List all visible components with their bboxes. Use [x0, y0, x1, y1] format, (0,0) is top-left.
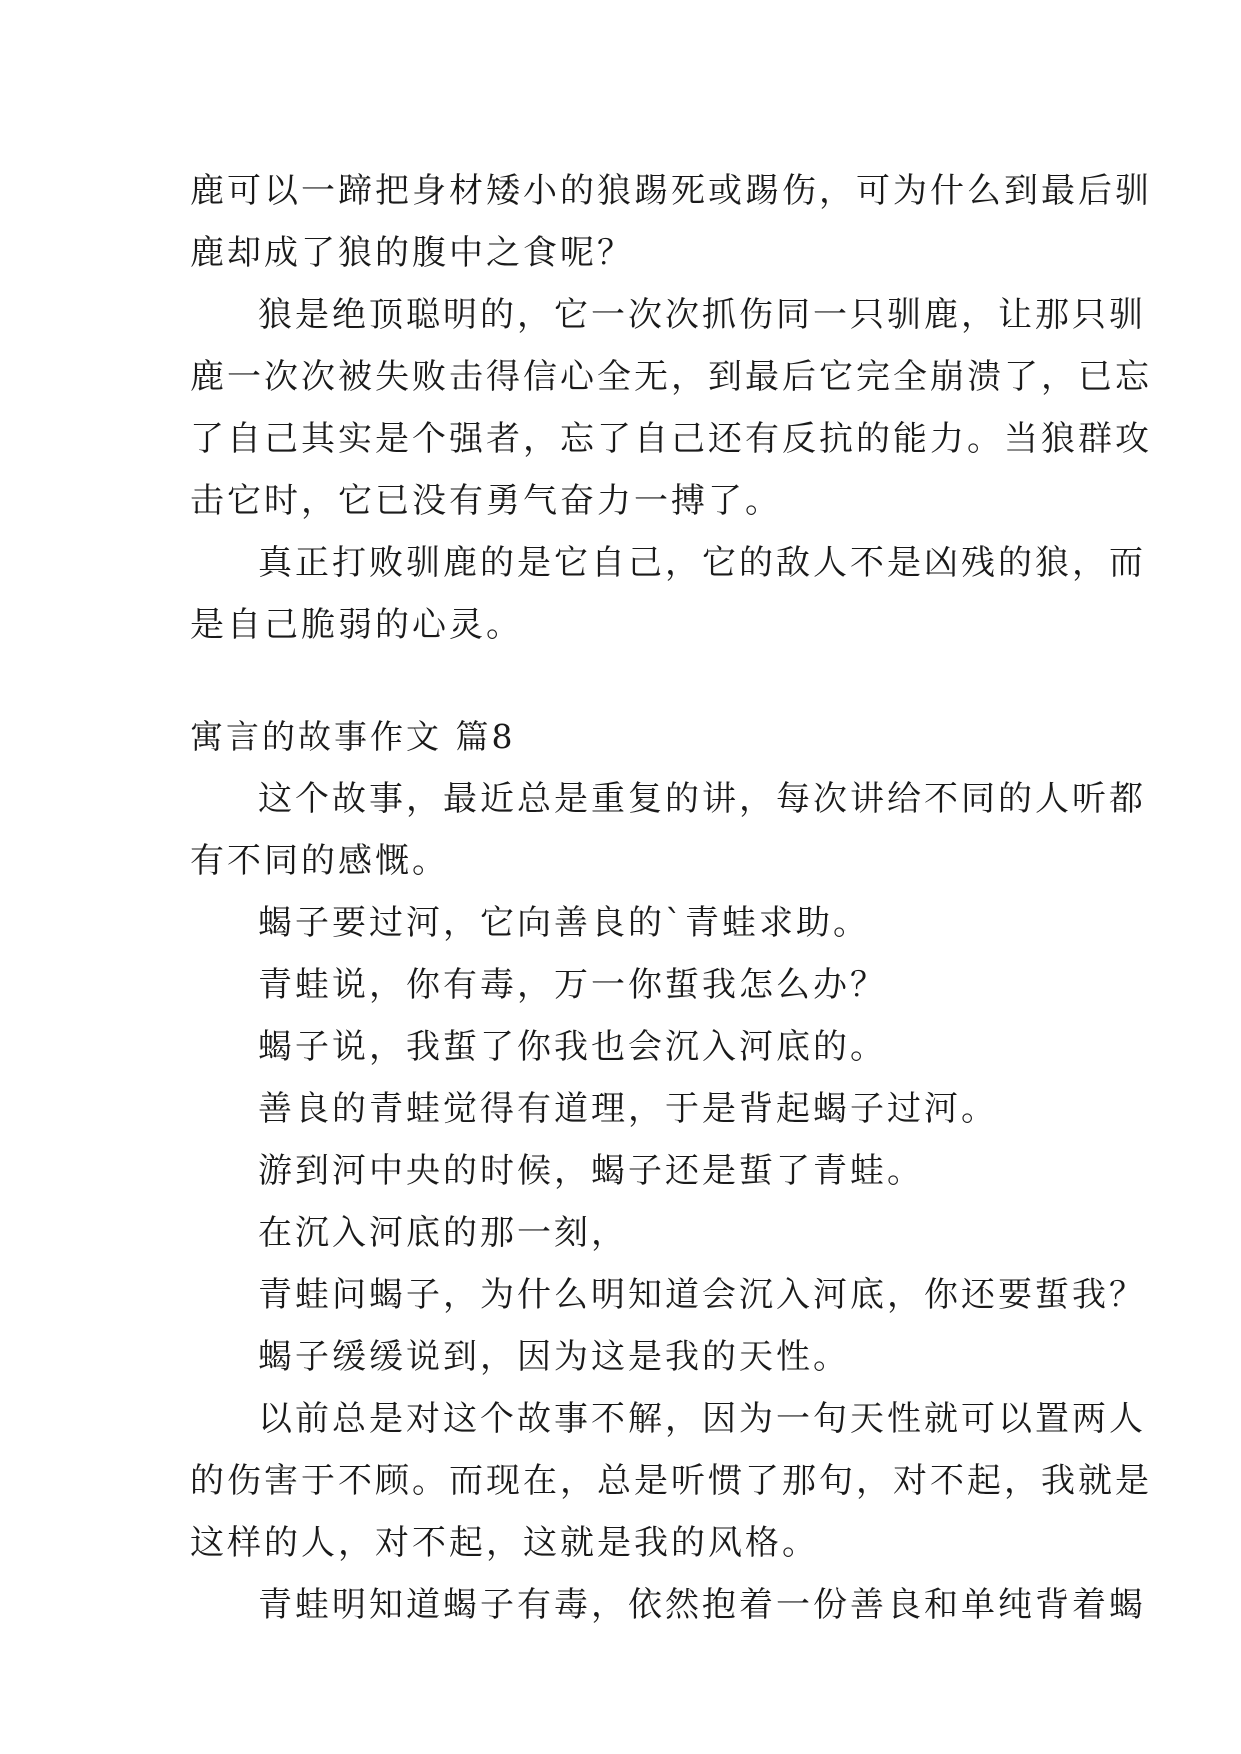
text-line: 击它时，它已没有勇气奋力一搏了。: [190, 481, 782, 521]
text-line: 有不同的感慨。: [190, 841, 449, 881]
text-line: 善良的青蛙觉得有道理，于是背起蝎子过河。: [258, 1089, 998, 1129]
paragraph: [190, 1388, 1152, 1574]
text-line: 青蛙说，你有毒，万一你蜇我怎么办？: [258, 965, 887, 1005]
text-line: 在沉入河底的那一刻，: [258, 1213, 628, 1253]
paragraph: [190, 284, 1152, 532]
text-line: 游到河中央的时候，蝎子还是蜇了青蛙。: [258, 1151, 924, 1191]
paragraph: [190, 1202, 1070, 1264]
text-line: 的伤害于不顾。而现在，总是听惯了那句，对不起，我就是: [190, 1461, 1152, 1501]
paragraph: [190, 160, 1152, 284]
paragraph: [190, 892, 1070, 954]
text-line: 鹿一次次被失败击得信心全无，到最后它完全崩溃了，已忘: [190, 357, 1152, 397]
section-gap: [190, 656, 1070, 706]
text-line: 以前总是对这个故事不解，因为一句天性就可以置两人: [258, 1399, 1146, 1439]
paragraph: [190, 954, 1070, 1016]
text-line: 鹿却成了狼的腹中之食呢？: [190, 233, 634, 273]
text-line: 青蛙明知道蝎子有毒，依然抱着一份善良和单纯背着蝎: [258, 1585, 1146, 1625]
text-line: 狼是绝顶聪明的，它一次次抓伤同一只驯鹿，让那只驯: [258, 295, 1146, 335]
paragraph: [190, 1574, 1146, 1636]
text-line: 了自己其实是个强者，忘了自己还有反抗的能力。当狼群攻: [190, 419, 1152, 459]
section-heading: 寓言的故事作文 篇8: [190, 717, 516, 756]
text-line: 真正打败驯鹿的是它自己，它的敌人不是凶残的狼，而: [258, 543, 1146, 583]
paragraph: [190, 1140, 1070, 1202]
paragraph: [190, 768, 1146, 892]
text-line: 是自己脆弱的心灵。: [190, 605, 523, 645]
paragraph: [190, 1016, 1070, 1078]
section-a: [190, 160, 1152, 656]
text-line: 蝎子说，我蜇了你我也会沉入河底的。: [258, 1027, 887, 1067]
document-page: [190, 160, 1152, 1636]
paragraph: [190, 1264, 1146, 1326]
text-line: 这样的人，对不起，这就是我的风格。: [190, 1523, 819, 1563]
text-line: 鹿可以一蹄把身材矮小的狼踢死或踢伤，可为什么到最后驯: [190, 171, 1152, 211]
text-line: 青蛙问蝎子，为什么明知道会沉入河底，你还要蜇我？: [258, 1275, 1146, 1315]
paragraph: [190, 1078, 1070, 1140]
text-line: 这个故事，最近总是重复的讲，每次讲给不同的人听都: [258, 779, 1146, 819]
text-line: 蝎子缓缓说到，因为这是我的天性。: [258, 1337, 850, 1377]
text-line: 蝎子要过河，它向善良的`青蛙求助。: [258, 903, 870, 943]
section-b: [190, 706, 1152, 1636]
paragraph: [190, 1326, 1070, 1388]
paragraph: [190, 532, 1146, 656]
